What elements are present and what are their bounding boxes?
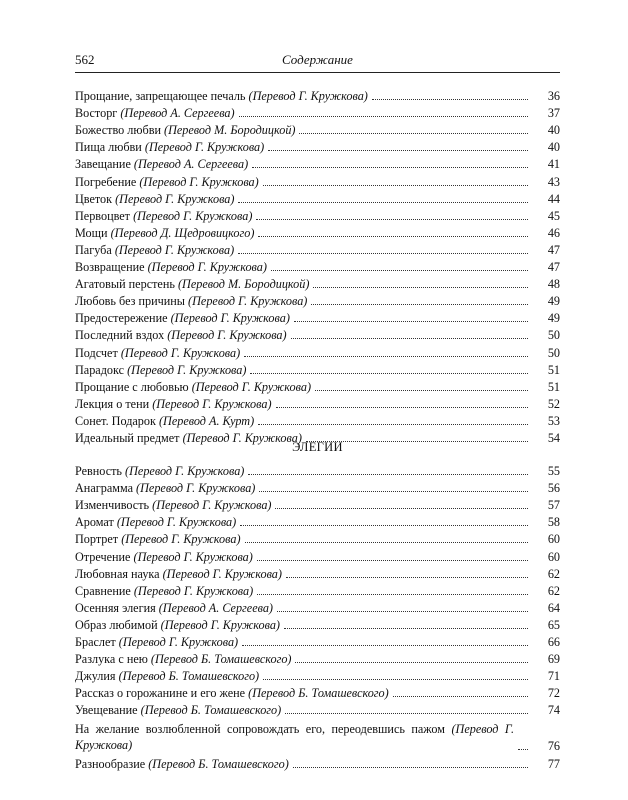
translator-credit: (Перевод Г. Кружкова) (144, 140, 265, 155)
toc-entry-text (75, 157, 248, 171)
toc-entry-text (75, 260, 267, 274)
toc-entry-text (75, 175, 259, 189)
translator-credit: (Перевод Г. Кружкова) (121, 532, 241, 547)
translator-credit: (Перевод Г. Кружкова) (75, 722, 514, 753)
toc-entry-text (75, 397, 272, 411)
toc-entry (75, 206, 560, 223)
translator-credit: (Перевод Г. Кружкова) (120, 345, 241, 360)
page-ref: 43 (547, 174, 560, 189)
translator-credit: (Перевод Г. Кружкова) (116, 515, 237, 530)
toc-entry-text (75, 363, 246, 377)
translator-credit: (Перевод Б. Томашевского) (118, 669, 260, 684)
page-ref: 37 (547, 106, 560, 121)
page-ref: 77 (547, 756, 560, 771)
leader-dots (257, 593, 528, 595)
translator-credit: (Перевод Г. Кружкова) (162, 566, 282, 581)
toc-entry (75, 461, 560, 478)
page-ref: 60 (547, 532, 560, 547)
toc-entry (75, 632, 560, 649)
toc-entry (75, 240, 560, 257)
translator-credit: (Перевод Г. Кружкова) (139, 174, 259, 189)
page-ref: 64 (547, 600, 560, 615)
leader-dots (284, 627, 528, 629)
translator-credit: (Перевод Г. Кружкова) (152, 498, 272, 513)
poem-title: Последний вздох (75, 328, 165, 343)
translator-credit: (Перевод Г. Кружкова) (152, 396, 272, 411)
toc-entry (75, 86, 560, 103)
leader-dots (286, 576, 528, 578)
poem-title: Возвращение (75, 260, 145, 275)
toc-entry (75, 700, 560, 717)
toc-entry (75, 394, 560, 411)
translator-credit: (Перевод Б. Томашевского) (150, 652, 292, 667)
translator-credit: (Перевод Г. Кружкова) (248, 89, 368, 104)
page-ref: 62 (547, 583, 560, 598)
poem-title: Рассказ о горожанине и его жене (75, 686, 246, 701)
running-header (75, 50, 560, 73)
poem-title: Погребение (75, 174, 137, 189)
page-number: 562 (75, 52, 95, 67)
toc-entry-text (75, 328, 287, 342)
toc-entry (75, 683, 560, 700)
toc-entry-text (75, 652, 291, 666)
page-ref: 49 (547, 311, 560, 326)
toc-entry (75, 495, 560, 512)
page-ref: 48 (547, 277, 560, 292)
toc-entry (75, 154, 560, 171)
poem-title: Прощание с любовью (75, 379, 189, 394)
page-ref: 57 (547, 498, 560, 513)
translator-credit: (Перевод Г. Кружкова) (133, 583, 254, 598)
poem-title: Пагуба (75, 242, 112, 257)
poem-title: Разлука с нею (75, 652, 148, 667)
leader-dots (258, 235, 528, 237)
page-ref: 76 (547, 739, 560, 754)
leader-dots (250, 372, 528, 374)
toc-entry-text (75, 277, 309, 291)
page-ref: 41 (547, 157, 560, 172)
page-ref: 69 (547, 652, 560, 667)
leader-dots (315, 389, 528, 391)
leader-dots (238, 201, 528, 203)
leader-dots (263, 184, 528, 186)
poem-title: Ревность (75, 464, 122, 479)
poem-title: Любовь без причины (75, 294, 185, 309)
leader-dots (242, 644, 528, 646)
page-ref: 74 (547, 703, 560, 718)
toc-entry (75, 581, 560, 598)
translator-credit: (Перевод А. Сергеева) (133, 157, 249, 172)
toc-entry-text (75, 311, 290, 325)
leader-dots (263, 678, 528, 680)
toc-entry (75, 529, 560, 546)
toc-entry-text (75, 464, 244, 478)
page-ref: 44 (547, 191, 560, 206)
leader-dots (271, 269, 528, 271)
translator-credit: (Перевод Г. Кружкова) (167, 328, 287, 343)
leader-dots (276, 406, 528, 408)
section-heading-elegies: ЭЛЕГИИ (292, 440, 343, 454)
translator-credit: (Перевод Г. Кружкова) (114, 242, 235, 257)
toc-entry (75, 342, 560, 359)
toc-entry-text (75, 123, 295, 137)
toc-entry-text (75, 192, 234, 206)
poem-title: Прощание, запрещающее печаль (75, 89, 246, 104)
toc-entry (75, 291, 560, 308)
translator-credit: (Перевод Г. Кружкова) (127, 362, 247, 377)
translator-credit: (Перевод Г. Кружкова) (133, 208, 253, 223)
leader-dots (285, 712, 528, 714)
toc-entry-text (75, 567, 282, 581)
poem-title: Божество любви (75, 123, 161, 138)
page-ref: 40 (547, 140, 560, 155)
page-ref: 36 (547, 89, 560, 104)
leader-dots (311, 303, 528, 305)
toc-entry (75, 666, 560, 683)
toc-entry (75, 308, 560, 325)
page-ref: 51 (547, 379, 560, 394)
page-ref: 72 (547, 686, 560, 701)
toc-entry-text (75, 380, 311, 394)
leader-dots (240, 524, 528, 526)
poem-title: Завещание (75, 157, 131, 172)
poem-title: Идеальный предмет (75, 430, 180, 445)
leader-dots (295, 661, 528, 663)
leader-dots (258, 423, 528, 425)
page-ref: 54 (547, 430, 560, 445)
leader-dots (252, 166, 528, 168)
page-ref: 52 (547, 396, 560, 411)
leader-dots (313, 286, 528, 288)
leader-dots (277, 610, 528, 612)
page-ref: 47 (547, 242, 560, 257)
leader-dots (248, 473, 528, 475)
toc-entry (75, 377, 560, 394)
toc-entry (75, 564, 560, 581)
toc-entry (75, 717, 560, 753)
toc-entry-text (75, 346, 240, 360)
page-ref: 71 (547, 669, 560, 684)
leader-dots (275, 507, 528, 509)
poem-title: Анаграмма (75, 481, 133, 496)
translator-credit: (Перевод Г. Кружкова) (188, 294, 308, 309)
translator-credit: (Перевод Г. Кружкова) (160, 617, 280, 632)
page-ref: 55 (547, 464, 560, 479)
page-ref: 46 (547, 225, 560, 240)
toc-entry-text (75, 601, 273, 615)
leader-dots (257, 559, 528, 561)
toc-entry-text (75, 89, 368, 103)
page-title: Содержание (282, 52, 353, 67)
poem-title: Аромат (75, 515, 114, 530)
translator-credit: (Перевод Б. Томашевского) (148, 756, 289, 771)
toc-entry (75, 325, 560, 342)
toc-entry (75, 598, 560, 615)
poem-title: Лекция о тени (75, 396, 150, 411)
toc-entry-text (75, 669, 259, 683)
leader-dots (372, 98, 528, 100)
toc-entry (75, 512, 560, 529)
toc-entry-text (75, 414, 254, 428)
translator-credit: (Перевод А. Сергеева) (158, 600, 273, 615)
toc-entry-text (75, 140, 264, 154)
toc-list-main (75, 86, 560, 445)
page-ref: 45 (547, 208, 560, 223)
poem-title: Мощи (75, 225, 108, 240)
translator-credit: (Перевод М. Бородицкой) (164, 123, 296, 138)
toc-entry-text (75, 498, 271, 512)
toc-entry (75, 753, 560, 770)
toc-entry-text (75, 106, 235, 120)
leader-dots (244, 355, 528, 357)
toc-entry (75, 615, 560, 632)
translator-credit: (Перевод А. Сергеева) (120, 106, 235, 121)
translator-credit: (Перевод Г. Кружкова) (182, 430, 302, 445)
translator-credit: (Перевод М. Бородицкой) (177, 277, 310, 292)
poem-title: Разнообразие (75, 756, 146, 771)
toc-entry-text (75, 226, 254, 240)
toc-entry (75, 411, 560, 428)
toc-entry-text (75, 686, 389, 700)
translator-credit: (Перевод Г. Кружкова) (147, 260, 267, 275)
page-ref: 49 (547, 294, 560, 309)
leader-dots (293, 766, 528, 768)
translator-credit: (Перевод А. Курт) (158, 413, 255, 428)
toc-entry (75, 546, 560, 563)
toc-entry (75, 649, 560, 666)
leader-dots (518, 748, 528, 750)
translator-credit: (Перевод Г. Кружкова) (115, 191, 235, 206)
poem-title: Любовная наука (75, 566, 160, 581)
toc-entry-text (75, 584, 253, 598)
poem-title: Изменчивость (75, 498, 150, 513)
translator-credit: (Перевод Г. Кружкова) (133, 549, 253, 564)
translator-credit: (Перевод Б. Томашевского) (248, 686, 389, 701)
poem-title: Сравнение (75, 583, 131, 598)
poem-title: Предостережение (75, 311, 168, 326)
translator-credit: (Перевод Б. Томашевского) (140, 703, 282, 718)
page-ref: 62 (547, 566, 560, 581)
translator-credit: (Перевод Г. Кружкова) (170, 311, 290, 326)
page-ref: 60 (547, 549, 560, 564)
toc-entry-text (75, 209, 252, 223)
toc-entry (75, 274, 560, 291)
poem-title: Цветок (75, 191, 113, 206)
page-ref: 56 (547, 481, 560, 496)
toc-entry (75, 478, 560, 495)
toc-entry-text (75, 757, 289, 771)
toc-entry (75, 257, 560, 274)
toc-entry-text (75, 721, 514, 753)
toc-entry (75, 137, 560, 154)
toc-entry-text (75, 481, 255, 495)
page-ref: 65 (547, 617, 560, 632)
leader-dots (291, 337, 528, 339)
toc-entry-text (75, 243, 234, 257)
poem-title: Парадокс (75, 362, 125, 377)
page-ref: 66 (547, 635, 560, 650)
leader-dots (256, 218, 528, 220)
leader-dots (259, 490, 528, 492)
leader-dots (294, 320, 528, 322)
toc-entry-text (75, 294, 307, 308)
page-ref: 53 (547, 413, 560, 428)
toc-entry (75, 171, 560, 188)
poem-title: Портрет (75, 532, 119, 547)
poem-title: Джулия (75, 669, 116, 684)
toc-entry (75, 103, 560, 120)
toc-entry (75, 189, 560, 206)
leader-dots (239, 115, 528, 117)
toc-list-elegies (75, 461, 560, 771)
poem-title: На желание возлюбленной сопровождать его, переодевшись пажом (75, 722, 445, 737)
toc-entry (75, 223, 560, 240)
poem-title: Сонет. Подарок (75, 413, 156, 428)
toc-entry-text (75, 703, 281, 717)
page-ref: 50 (547, 345, 560, 360)
page-ref: 40 (547, 123, 560, 138)
poem-title: Восторг (75, 106, 118, 121)
leader-dots (245, 541, 528, 543)
page-ref: 51 (547, 362, 560, 377)
translator-credit: (Перевод Г. Кружкова) (125, 464, 245, 479)
toc-entry-text (75, 635, 238, 649)
poem-title: Пища любви (75, 140, 142, 155)
poem-title: Подсчет (75, 345, 118, 360)
toc-entry-text (75, 532, 241, 546)
leader-dots (299, 132, 528, 134)
toc-entry-text (75, 550, 253, 564)
translator-credit: (Перевод Д. Щедровицкого) (110, 225, 255, 240)
poem-title: Первоцвет (75, 208, 131, 223)
toc-entry (75, 120, 560, 137)
poem-title: Агатовый перстень (75, 277, 175, 292)
poem-title: Браслет (75, 635, 116, 650)
leader-dots (238, 252, 528, 254)
poem-title: Отречение (75, 549, 131, 564)
page-ref: 47 (547, 260, 560, 275)
toc-entry (75, 360, 560, 377)
poem-title: Образ любимой (75, 617, 158, 632)
translator-credit: (Перевод Г. Кружкова) (118, 635, 239, 650)
leader-dots (393, 695, 528, 697)
translator-credit: (Перевод Г. Кружкова) (191, 379, 312, 394)
toc-entry-text (75, 515, 236, 529)
page-ref: 50 (547, 328, 560, 343)
poem-title: Увещевание (75, 703, 138, 718)
poem-title: Осенняя элегия (75, 600, 156, 615)
toc-entry-text (75, 618, 280, 632)
page-ref: 58 (547, 515, 560, 530)
leader-dots (268, 149, 528, 151)
translator-credit: (Перевод Г. Кружкова) (136, 481, 256, 496)
